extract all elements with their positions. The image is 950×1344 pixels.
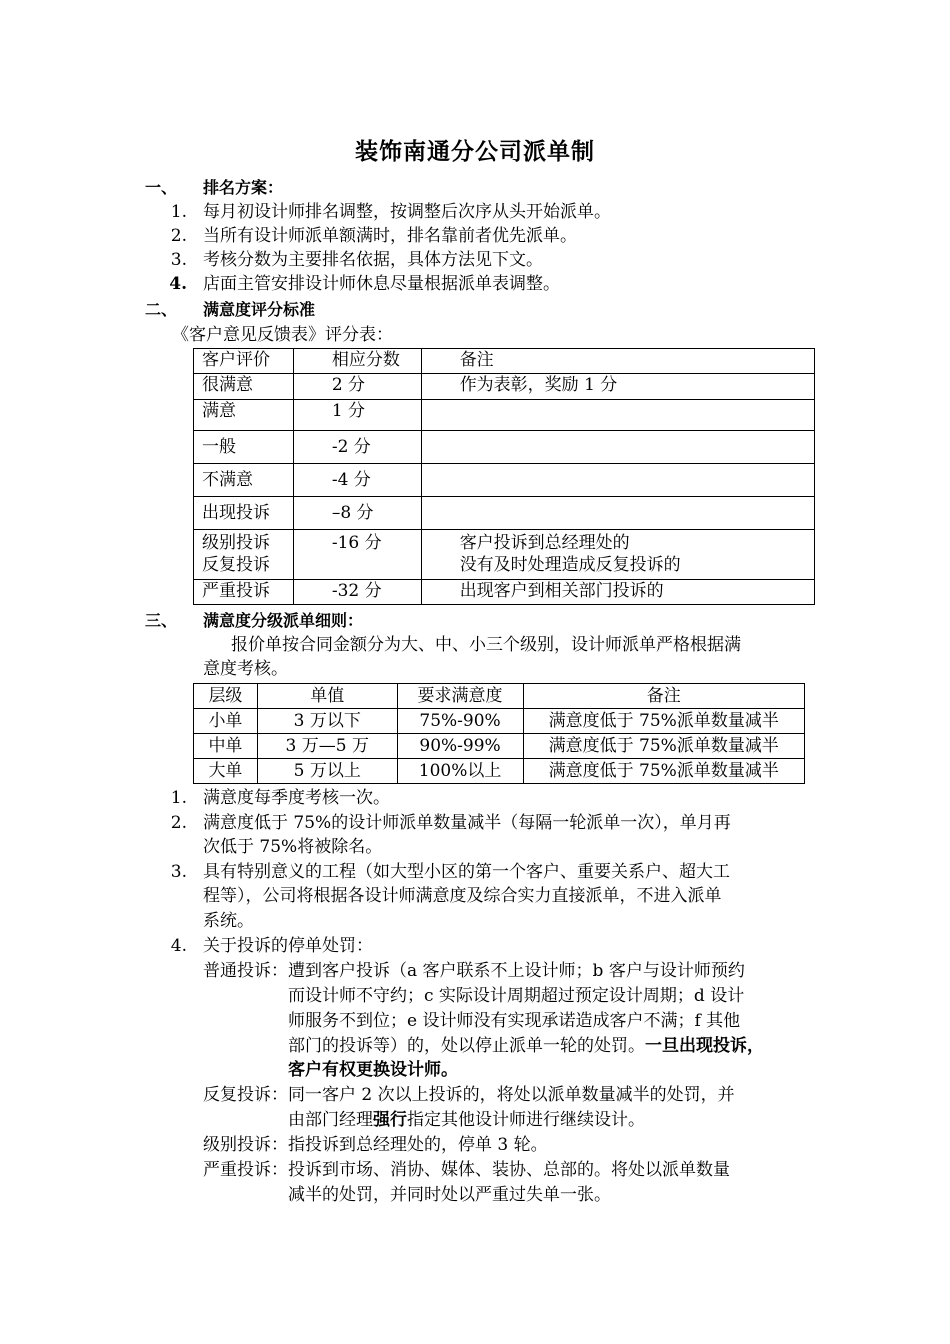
complaint-label-level: 级别投诉： [203, 1135, 288, 1155]
table-cell [421, 530, 814, 580]
table-cell: 满意度低于 75%派单数量减半 [523, 709, 805, 734]
table-cell: –8 分 [293, 497, 421, 530]
complaint-label-normal: 普通投诉： [203, 961, 288, 981]
list-number: 2. [170, 813, 187, 833]
complaint-label-repeat: 反复投诉： [203, 1085, 288, 1105]
list-item: 满意度每季度考核一次。 [203, 788, 390, 808]
complaint-text-bold: 客户有权更换设计师。 [288, 1060, 458, 1080]
complaint-text-plain: 指定其他设计师进行继续设计。 [407, 1110, 645, 1130]
list-item-continued: 次低于 75%将被除名。 [203, 837, 383, 857]
list-item: 每月初设计师排名调整，按调整后次序从头开始派单。 [203, 202, 611, 222]
table-row [194, 431, 815, 464]
column-header: 要求满意度 [397, 684, 523, 709]
table-cell: 75%-90% [397, 709, 523, 734]
table-cell: 5 万以上 [257, 759, 397, 784]
cell-line: 客户投诉到总经理处的 [459, 533, 630, 553]
section3-intro: 报价单按合同金额分为大、中、小三个级别，设计师派单严格根据满 [231, 635, 741, 655]
list-item: 考核分数为主要排名依据，具体方法见下文。 [203, 250, 543, 270]
table-row [194, 759, 805, 784]
table-cell: 100%以上 [397, 759, 523, 784]
list-number: 1. [170, 788, 187, 808]
table-cell: -4 分 [293, 464, 421, 497]
complaint-label-severe: 严重投诉： [203, 1160, 288, 1180]
score-table-intro: 《客户意见反馈表》评分表： [172, 325, 393, 345]
table-row [194, 400, 815, 431]
list-item: 满意度低于 75%的设计师派单数量减半（每隔一轮派单一次），单月再 [203, 813, 731, 833]
table-row [194, 580, 815, 605]
table-cell: 3 万—5 万 [257, 734, 397, 759]
table-cell: 1 分 [293, 400, 421, 431]
list-number: 4. [170, 936, 187, 956]
list-item: 当所有设计师派单额满时，排名靠前者优先派单。 [203, 226, 577, 246]
table-cell: 中单 [194, 734, 258, 759]
table-cell [421, 497, 814, 530]
complaint-text-plain: 部门的投诉等）的，处以停止派单一轮的处罚。 [288, 1036, 645, 1056]
table-cell [421, 400, 814, 431]
column-header: 层级 [194, 684, 258, 709]
table-cell: 2 分 [293, 374, 421, 400]
table-row [194, 497, 815, 530]
list-item: 具有特别意义的工程（如大型小区的第一个客户、重要关系户、超大工 [203, 862, 730, 882]
list-number: 2. [170, 226, 187, 246]
table-row [194, 464, 815, 497]
complaint-text-plain: 由部门经理 [288, 1110, 373, 1130]
section3-number: 三、 [145, 611, 178, 630]
table-row [194, 734, 805, 759]
table-cell: 一般 [194, 431, 294, 464]
table-cell: 小单 [194, 709, 258, 734]
complaint-text: 而设计师不守约；c 实际设计周期超过预定设计周期；d 设计 [288, 986, 745, 1006]
document-title: 装饰南通分公司派单制 [355, 139, 595, 165]
column-header: 相应分数 [293, 349, 421, 374]
table-row [194, 709, 805, 734]
table-cell [421, 464, 814, 497]
dispatch-level-table [193, 683, 805, 784]
list-item: 关于投诉的停单处罚： [203, 936, 373, 956]
table-header-row [194, 684, 805, 709]
table-cell: 不满意 [194, 464, 294, 497]
list-number: 1. [170, 202, 187, 222]
list-number: 3. [170, 862, 187, 882]
table-cell: 出现客户到相关部门投诉的 [421, 580, 814, 605]
cell-line: 级别投诉 [202, 533, 270, 553]
complaint-text: 师服务不到位；e 设计师没有实现承诺造成客户不满；f 其他 [288, 1011, 741, 1031]
section3-intro: 意度考核。 [203, 659, 288, 679]
section2-number: 二、 [145, 300, 178, 319]
complaint-text: 指投诉到总经理处的，停单 3 轮。 [288, 1135, 548, 1155]
list-number: 4. [169, 274, 187, 294]
table-cell: -32 分 [293, 580, 421, 605]
complaint-text: 同一客户 2 次以上投诉的，将处以派单数量减半的处罚，并 [288, 1085, 735, 1105]
complaint-text: 减半的处罚，并同时处以严重过失单一张。 [288, 1185, 611, 1205]
table-cell: 出现投诉 [194, 497, 294, 530]
cell-line: 反复投诉 [202, 555, 270, 575]
complaint-text: 投诉到市场、消协、媒体、装协、总部的。将处以派单数量 [288, 1160, 730, 1180]
list-item: 店面主管安排设计师休息尽量根据派单表调整。 [203, 274, 560, 294]
table-cell: -16 分 [293, 530, 421, 580]
table-cell: -2 分 [293, 431, 421, 464]
section3-title: 满意度分级派单细则： [203, 611, 364, 630]
score-table [193, 348, 815, 605]
complaint-text-bold: 一旦出现投诉， [645, 1036, 764, 1056]
table-cell: 严重投诉 [194, 580, 294, 605]
table-cell: 满意度低于 75%派单数量减半 [523, 734, 805, 759]
table-cell: 作为表彰，奖励 1 分 [421, 374, 814, 400]
list-item-continued: 程等），公司将根据各设计师满意度及综合实力直接派单，不进入派单 [203, 886, 722, 906]
column-header: 备注 [523, 684, 805, 709]
table-row [194, 530, 815, 580]
section1-number: 一、 [145, 178, 178, 197]
table-cell [421, 431, 814, 464]
section2-title: 满意度评分标准 [203, 300, 316, 319]
table-cell [194, 530, 294, 580]
cell-line: 没有及时处理造成反复投诉的 [459, 555, 681, 575]
table-cell: 大单 [194, 759, 258, 784]
list-item-continued: 系统。 [203, 911, 254, 931]
table-header-row [194, 349, 815, 374]
column-header: 客户评价 [194, 349, 294, 374]
list-number: 3. [170, 250, 187, 270]
complaint-text: 遭到客户投诉（a 客户联系不上设计师；b 客户与设计师预约 [288, 961, 745, 981]
section1-title: 排名方案： [203, 178, 284, 197]
column-header: 单值 [257, 684, 397, 709]
table-row [194, 374, 815, 400]
complaint-text-bold: 强行 [373, 1110, 407, 1130]
table-cell: 很满意 [194, 374, 294, 400]
complaint-text [288, 1109, 645, 1131]
table-cell: 满意 [194, 400, 294, 431]
table-cell: 90%-99% [397, 734, 523, 759]
complaint-text [288, 1035, 764, 1057]
column-header: 备注 [421, 349, 814, 374]
table-cell: 3 万以下 [257, 709, 397, 734]
table-cell: 满意度低于 75%派单数量减半 [523, 759, 805, 784]
